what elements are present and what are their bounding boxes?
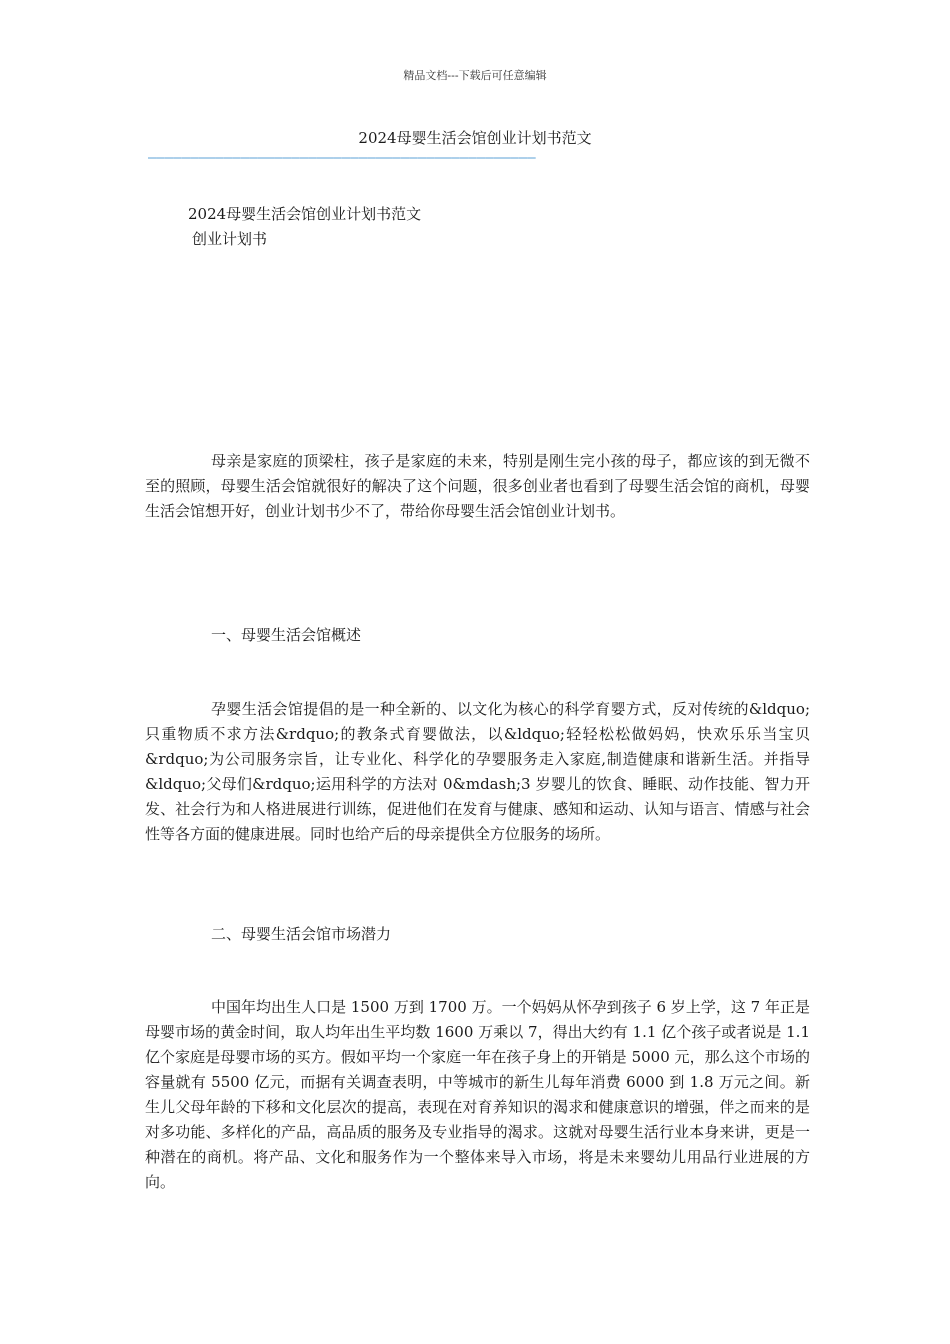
paragraph-intro: 母亲是家庭的顶梁柱，孩子是家庭的未来，特别是刚生完小孩的母子，都应该的到无微不至的照顾，母婴生活会馆就很好的解决了这个问题，很多创业者也看到了母婴生活会馆的商机，母婴生活会馆想开好，创业计划书少不了，带给你母婴生活会馆创业计划书。 [145,452,810,520]
section-heading-market: 二、母婴生活会馆市场潜力 [211,925,392,943]
title-divider: —————————————————————————————————————————————— [148,151,536,165]
document-title: 2024母婴生活会馆创业计划书范文 [358,129,592,147]
section-heading-overview: 一、母婴生活会馆概述 [211,626,362,644]
paragraph-overview: 孕婴生活会馆提倡的是一种全新的、以文化为核心的科学育婴方式，反对传统的&ldquo;只重物质不求方法&rdquo;的教条式育婴做法，以&ldquo;轻轻松松做妈妈，快欢乐乐当宝贝&rdquo;为公司服务宗旨，让专业化、科学化的孕婴服务走入家庭,制造健康和谐新生活。并指导&ldquo;父母们&rdquo;运用科学的方法对 0&mdash;3 岁婴儿的饮食、睡眠、动作技能、智力开发、社会行为和人格进展进行训练，促进他们在发育与健康、感知和运动、认知与语言、情感与社会性等各方面的健康进展。同时也给产后的母亲提供全方位服务的场所。 [145,700,810,843]
intro-subtitle: 创业计划书 [192,230,268,248]
paragraph-market: 中国年均出生人口是 1500 万到 1700 万。一个妈妈从怀孕到孩子 6 岁上学，这 7 年正是母婴市场的黄金时间，取人均年出生平均数 1600 万乘以 7，得出大约有 1.1 亿个孩子或者说是 1.1 亿个家庭是母婴市场的买方。假如平均一个家庭一年在孩子身上的开销是 5000 元，那么这个市场的容量就有 5500 亿元，而据有关调查表明，中等城市的新生儿每年消费 6000 到 1.8 万元之间。新生儿父母年龄的下移和文化层次的提高，表现在对育养知识的渴求和健康意识的增强，伴之而来的是对多功能、多样化的产品，高品质的服务及专业指导的渴求。这就对母婴生活行业本身来讲，更是一种潜在的商机。将产品、文化和服务作为一个整体来导入市场，将是未来婴幼儿用品行业进展的方向。 [145,998,810,1191]
intro-title: 2024母婴生活会馆创业计划书范文 [188,205,422,223]
header-note: 精品文档---下载后可任意编辑 [403,69,547,82]
